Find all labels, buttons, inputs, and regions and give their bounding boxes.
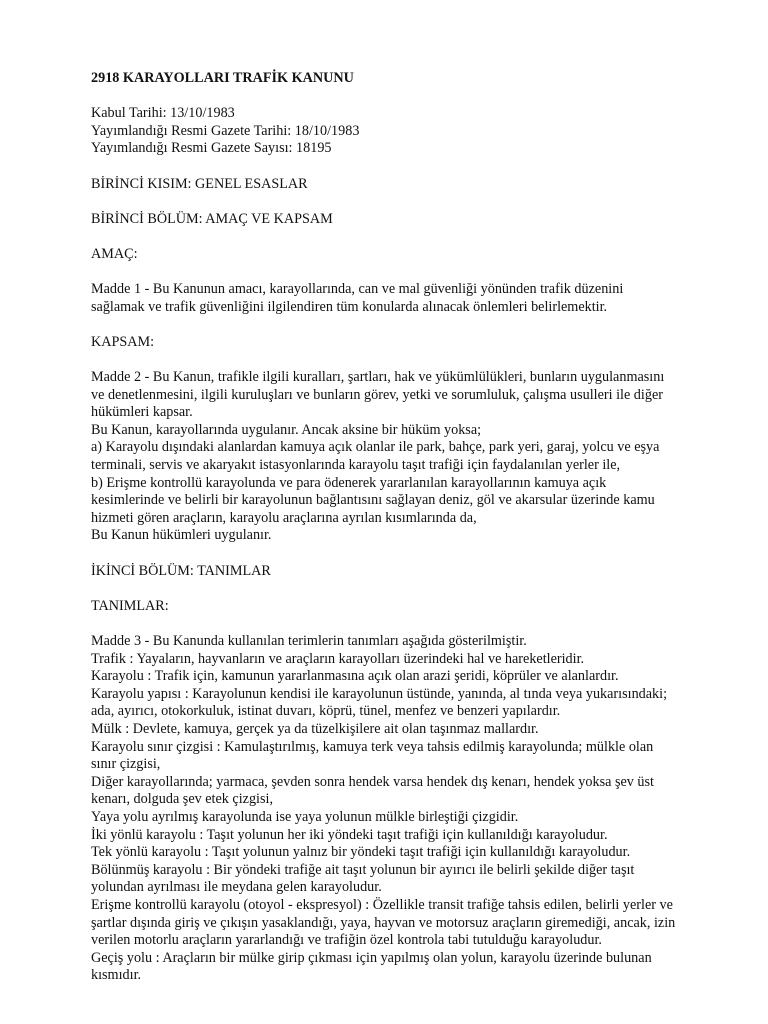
document-title: 2918 KARAYOLLARI TRAFİK KANUNU — [91, 70, 354, 86]
spacer — [91, 228, 741, 246]
section-heading-tanimlar: TANIMLAR: — [91, 597, 169, 614]
spacer — [91, 545, 741, 563]
article-line: hizmeti gören araçların, karayolu araçlarına ayrılan kısımlarında da, — [91, 509, 477, 526]
article-line: Madde 2 - Bu Kanun, trafikle ilgili kuralları, şartları, hak ve yükümlülükleri, bunların uygulanmasını — [91, 369, 665, 386]
spacer — [91, 264, 741, 282]
definition-line: Diğer karayollarında; yarmaca, şevden sonra hendek varsa hendek dış kenarı, hendek yoksa şev üst — [91, 773, 654, 790]
definition-line: kısmıdır. — [91, 967, 142, 984]
definition-line: şartlar dışında giriş ve çıkışın yasaklandığı, yaya, hayvan ve motorsuz araçların giremediği, ancak, izin — [91, 914, 676, 931]
spacer — [91, 580, 741, 598]
article-line: a) Karayolu dışındaki alanlardan kamuya açık olanlar ile park, bahçe, park yeri, garaj, yolcu ve eşya — [91, 439, 660, 456]
article-line: Madde 1 - Bu Kanunun amacı, karayollarında, can ve mal güvenliği yönünden trafik düzenini — [91, 281, 624, 298]
definition-line: kenarı, dolguda şev etek çizgisi, — [91, 791, 274, 808]
definition-line: sınır çizgisi, — [91, 756, 161, 773]
article-line: Madde 3 - Bu Kanunda kullanılan terimlerin tanımları aşağıda gösterilmiştir. — [91, 633, 527, 649]
definition-line: Karayolu : Trafik için, kamunun yararlanmasına açık olan arazi şeridi, köprüler ve alanlardır. — [91, 668, 619, 685]
part-heading: BİRİNCİ KISIM: GENEL ESASLAR — [91, 175, 308, 192]
chapter-heading: İKİNCİ BÖLÜM: TANIMLAR — [91, 562, 271, 579]
spacer — [91, 352, 741, 370]
article-3 — [91, 633, 741, 985]
article-line: Bu Kanun, karayollarında uygulanır. Ancak aksine bir hüküm yoksa; — [91, 421, 482, 438]
definition-line: Tek yönlü karayolu : Taşıt yolunun yalnız bir yöndeki taşıt trafiği için kullanıldığı karayoludur. — [91, 844, 631, 861]
article-line: hükümleri kapsar. — [91, 404, 193, 421]
enactment-info — [91, 105, 741, 158]
definition-line: verilen motorlu araçların yararlandığı ve trafiğin özel kontrola tabi tutulduğu karayoludur. — [91, 932, 602, 949]
definition-line: Yaya yolu ayrılmış karayolunda ise yaya yolunun mülkle birleştiği çizgidir. — [91, 808, 519, 825]
gazette-number: Yayımlandığı Resmi Gazete Sayısı: 18195 — [91, 140, 332, 157]
spacer — [91, 88, 741, 106]
definition-line: yolundan ayrılması ile meydana gelen karayoludur. — [91, 879, 382, 896]
definition-line: ada, ayırıcı, otokorkuluk, istinat duvarı, köprü, tünel, menfez ve benzeri yapılardır. — [91, 703, 561, 720]
article-line: ve denetlenmesini, ilgili kuruluşları ve bunların görev, yetki ve sorumluluk, çalışma usulleri ile diğer — [91, 386, 663, 403]
article-line: terminali, servis ve akaryakıt istasyonlarında karayolu taşıt trafiği için faydalanılan yerler ile, — [91, 457, 621, 474]
section-heading-kapsam: KAPSAM: — [91, 333, 155, 350]
definition-line: Karayolu sınır çizgisi : Kamulaştırılmış, kamuya terk veya tahsis edilmiş karayolunda; mülkle olan — [91, 738, 654, 755]
definition-line: Karayolu yapısı : Karayolunun kendisi ile karayolunun üstünde, yanında, al tında veya yukarısındaki; — [91, 685, 668, 702]
adoption-date: Kabul Tarihi: 13/10/1983 — [91, 105, 235, 122]
article-line: sağlamak ve trafik güvenliğini ilgilendiren tüm konularda alınacak önlemleri belirlemektir. — [91, 298, 608, 315]
definition-line: Mülk : Devlete, kamuya, gerçek ya da tüzelkişilere ait olan taşınmaz mallardır. — [91, 720, 539, 737]
article-2 — [91, 369, 741, 545]
document-page — [91, 70, 741, 985]
chapter-heading: BİRİNCİ BÖLÜM: AMAÇ VE KAPSAM — [91, 210, 333, 227]
article-line: Bu Kanun hükümleri uygulanır. — [91, 527, 272, 544]
article-line: kesimlerinde ve belirli bir karayolunun bağlantısını sağlayan deniz, göl ve akarsular üzerinde kamu — [91, 492, 655, 509]
definition-line: Bölünmüş karayolu : Bir yöndeki trafiğe ait taşıt yolunun bir ayırıcı ile belirli şekilde diğer taşıt — [91, 861, 635, 878]
spacer — [91, 316, 741, 334]
definition-line: İki yönlü karayolu : Taşıt yolunun her iki yöndeki taşıt trafiği için kullanıldığı karayoludur. — [91, 826, 608, 843]
article-line: b) Erişme kontrollü karayolunda ve para ödenerek yararlanılan karayollarının kamuya açık — [91, 474, 607, 491]
definition-line: Erişme kontrollü karayolu (otoyol - ekspresyol) : Özellikle transit trafiğe tahsis edilen, belirli yerler ve — [91, 896, 673, 913]
spacer — [91, 158, 741, 176]
section-heading-amac: AMAÇ: — [91, 245, 138, 262]
spacer — [91, 193, 741, 211]
gazette-date: Yayımlandığı Resmi Gazete Tarihi: 18/10/1983 — [91, 122, 360, 139]
article-1 — [91, 281, 741, 316]
spacer — [91, 615, 741, 633]
definition-line: Geçiş yolu : Araçların bir mülke girip çıkması için yapılmış olan yolun, karayolu üzerinde bulunan — [91, 949, 652, 966]
definition-line: Trafik : Yayaların, hayvanların ve araçların karayolları üzerindeki hal ve hareketleridir. — [91, 650, 585, 667]
